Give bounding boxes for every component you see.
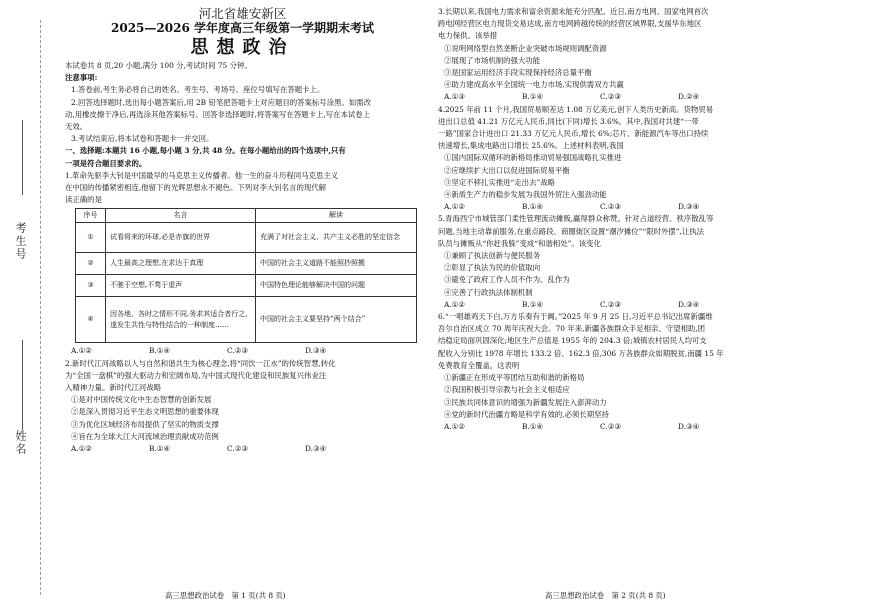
question-5 [438, 213, 800, 311]
question-stem: 一路”国家合计进出口 21.33 万亿元人民币,增长 6%;芯片、新能源汽车等出口持续 [438, 129, 709, 139]
section-title: 一、选择题:本题共 16 小题,每小题 3 分,共 48 分。在每小题给出的四个选项中,只有 [65, 146, 346, 156]
section-title-cont: 一项是符合题目要求的。 [65, 158, 147, 168]
note-item: 2.回答选择题时,选出每小题答案后,用 2B 铅笔把答题卡上对应题目的答案标号涂黑。如需改 [71, 97, 372, 107]
question-stem: 配收入分别比 1978 年增长 133.2 倍、162.3 倍,306 万各族群众如期脱贫,南疆 15 年 [438, 348, 724, 358]
row-no: ① [76, 223, 106, 253]
question-stem: 吾尔自治区成立 70 周年庆祝大会。70 年来,新疆各族群众手足相亲、守望相助,团 [438, 324, 706, 334]
answer-options [438, 421, 800, 433]
question-stem: 5.青海西宁市城管部门柔性管理流动摊贩,赢得群众称赞。针对占道经营、秩序散乱等 [438, 214, 714, 224]
question-stem: 结稳定局面巩固深化;地区生产总值是 1955 年的 204.3 倍;城镇农村居民人均可支 [438, 336, 707, 346]
statement-item: ②我国积极引导宗教与社会主义相适应 [444, 385, 570, 395]
option-c: C.②③ [600, 92, 621, 102]
subject-title: 思想政治 [190, 37, 295, 58]
question-stem: 电力保供。该举措 [438, 31, 498, 41]
row-quote: 试看将来的环球,必是赤旗的世界 [106, 223, 256, 253]
question-2 [65, 358, 420, 456]
col-header: 名言 [106, 209, 256, 223]
binding-dashed-line [40, 20, 41, 595]
row-reading: 充满了对社会主义、共产主义必胜的坚定信念 [256, 223, 417, 253]
page-1 [65, 6, 420, 455]
page-2 [438, 6, 800, 433]
option-d: D.②④ [678, 92, 700, 102]
option-a: A.①③ [444, 92, 465, 102]
exam-info: 本试卷共 8 页,20 小题,满分 100 分,考试时间 75 分钟。 [65, 61, 252, 70]
question-stem: 读正确的是 [65, 195, 102, 205]
answer-options [65, 345, 420, 357]
option-d: D.③④ [678, 202, 700, 212]
question-stem: 2.新时代江河战略以人与自然和谐共生为核心理念,将“同饮一江水”的传统智慧,转化 [65, 358, 336, 368]
row-no: ④ [76, 297, 106, 343]
option-a: A.①② [71, 346, 92, 356]
statement-item: ③为优化区域经济布局提供了坚实的物质支撑 [71, 419, 219, 429]
question-stem: 6.“一唱雄鸡天下白,万方乐奏有于阗。”2025 年 9 月 25 日,习近平总书记出席新疆维 [438, 312, 713, 322]
question-stem: 问题,当地主动靠前服务,在重点路段、商圈街区设置“潮汐摊位”“限时外摆”,让执法 [438, 226, 705, 236]
answer-options [438, 201, 800, 213]
candidate-id-line [22, 120, 23, 195]
question-stem: 为“全国一盘棋”的强大驱动力和宏阔布局,为中国式现代化建设和民族复兴伟业注 [65, 370, 327, 380]
col-header: 解读 [256, 209, 417, 223]
candidate-id-label: 考生号 [14, 222, 27, 261]
option-c: C.②③ [600, 421, 621, 431]
answer-options [438, 299, 800, 311]
row-quote: 不驰于空想,不骛于虚声 [106, 275, 256, 297]
option-b: B.①④ [522, 202, 544, 212]
option-a: A.①② [444, 202, 465, 212]
option-d: D.③④ [305, 444, 327, 454]
question-stem: 3.长期以来,我国电力需求和富余资源未能充分匹配。近日,南方电网、国家电网首次 [438, 7, 709, 16]
statement-item: ①是对中国传统文化中生态智慧的创新发展 [71, 395, 212, 405]
note-item: 1.答卷前,考生务必将自己的姓名、考生号、考场号、座位号填写在答题卡上。 [71, 85, 325, 95]
question-3 [438, 6, 800, 104]
option-b: B.①④ [149, 444, 171, 454]
statement-item: ④党的新时代治疆方略是科学有效的,必须长期坚持 [444, 409, 609, 419]
table-row [76, 297, 417, 343]
page-footer-left: 高三思想政治试卷 第 1 页(共 8 页) [165, 591, 286, 600]
question-stem: 免费教育全覆盖。这表明 [438, 360, 520, 370]
row-reading: 中国特色理论能够解决中国的问题 [256, 275, 417, 297]
statement-item: ③坚定不移扎实推进“走出去”战略 [444, 177, 556, 187]
option-c: C.②③ [600, 202, 621, 212]
option-d: D.③④ [678, 421, 700, 431]
question-stem: 快速增长,集成电路出口增长 25.6%。上述材料表明,我国 [438, 141, 624, 151]
row-no: ② [76, 253, 106, 275]
answer-options [65, 443, 420, 455]
statement-item: ④旨在为全球大江大河流域治理贡献成功范例 [71, 431, 219, 441]
note-item: 动,用橡皮擦干净后,再选涂其他答案标号。回答非选择题时,将答案写在答题卡上,写在本试卷上 [65, 109, 371, 119]
option-a: A.①② [444, 421, 465, 431]
option-c: C.②③ [600, 299, 621, 309]
question-stem: 进出口总值 41.21 万亿元人民币,同比(下同)增长 3.6%。其中,我国对共建“一带 [438, 116, 699, 126]
option-d: D.③④ [678, 299, 700, 309]
row-reading: 中国的社会主义要坚持“两个结合” [256, 297, 417, 343]
question-stem: 跨电网经营区电力现货交易达成,南方电网跨越传统的经营区域界限,支援华东地区 [438, 19, 702, 29]
statement-item: ①兼顾了执法创新与便民服务 [444, 251, 541, 261]
statement-item: ③避免了政府工作人员不作为、乱作为 [444, 275, 570, 285]
region-title: 河北省雄安新区 [198, 6, 287, 21]
question-stem: 入精神力量。新时代江河战略 [65, 383, 162, 393]
row-quote: 人生最高之理想,在求达于真理 [106, 253, 256, 275]
statement-item: ②应继续扩大出口以促进国际贸易平衡 [444, 165, 570, 175]
table-row [76, 253, 417, 275]
option-b: B.①④ [522, 92, 544, 102]
option-b: B.①④ [522, 421, 544, 431]
answer-options [438, 91, 800, 103]
statement-item: ④完善了行政执法体制机制 [444, 287, 533, 297]
note-item: 无效。 [65, 122, 88, 132]
row-reading: 中国的社会主义道路不能照抄照搬 [256, 253, 417, 275]
note-item: 3.考试结束后,将本试卷和答题卡一并交回。 [71, 134, 214, 144]
table-row [76, 223, 417, 253]
option-d: D.③④ [305, 346, 327, 356]
option-a: A.①② [71, 444, 92, 454]
notes-title: 注意事项: [65, 73, 98, 83]
question-6 [438, 311, 800, 433]
statement-item: ①国内国际双循环的新格局推动贸易强国战略扎实推进 [444, 153, 622, 163]
option-b: B.①④ [522, 299, 544, 309]
option-c: C.②③ [227, 444, 248, 454]
statement-item: ①新疆正在形成平等团结互助和谐的新格局 [444, 373, 585, 383]
question-4 [438, 104, 800, 214]
question-stem: 4.2025 年前 11 个月,我国贸易顺差达 1.08 万亿美元,创下人类历史新高。货物贸易 [438, 104, 714, 114]
option-b: B.①④ [149, 346, 171, 356]
option-a: A.①② [444, 299, 465, 309]
name-line [22, 340, 23, 430]
table-header-row [76, 209, 417, 223]
name-label: 姓名 [14, 430, 27, 456]
statement-item: ②是深入贯彻习近平生态文明思想的重要体现 [71, 407, 219, 417]
quote-table [75, 208, 417, 343]
page-footer-right: 高三思想政治试卷 第 2 页(共 8 页) [545, 591, 666, 600]
col-header: 序号 [76, 209, 106, 223]
statement-item: ④助力建成高水平全国统一电力市场,实现供需双方共赢 [444, 80, 624, 90]
statement-item: ③民族共同体意识的增强为新疆发展注入澎湃动力 [444, 397, 607, 407]
row-quote: 因各地、各时之情形不同,务求其适合者行之,遂发生共性与特性结合的一种制度…… [106, 297, 256, 343]
question-1 [65, 170, 420, 358]
statement-item: ②彰显了执法为民的价值取向 [444, 263, 541, 273]
table-row [76, 275, 417, 297]
exam-title: 2025—2026 学年度高三年级第一学期期末考试 [111, 21, 374, 35]
statement-item: ③是国家运用经济手段实现保持经济总量平衡 [444, 68, 592, 78]
option-c: C.②③ [227, 346, 248, 356]
statement-item: ①说明网络型自然垄断企业突破市场规则调配资源 [444, 43, 607, 53]
question-stem: 队员与摊贩从“你赶我躲”变成“和谐相处”。该变化 [438, 238, 601, 248]
row-no: ③ [76, 275, 106, 297]
statement-item: ②展现了市场机制的强大功能 [444, 55, 541, 65]
question-stem: 在中国的传播紧密相连,他留下的光辉思想永不褪色。下列对李大钊名言的现代解 [65, 183, 327, 193]
question-stem: 1.革命先驱李大钊是中国最早的马克思主义传播者。他一生的奋斗历程同马克思主义 [65, 170, 339, 180]
statement-item: ④新质生产力的稳步发展为我国外贸注入强劲动能 [444, 190, 607, 200]
